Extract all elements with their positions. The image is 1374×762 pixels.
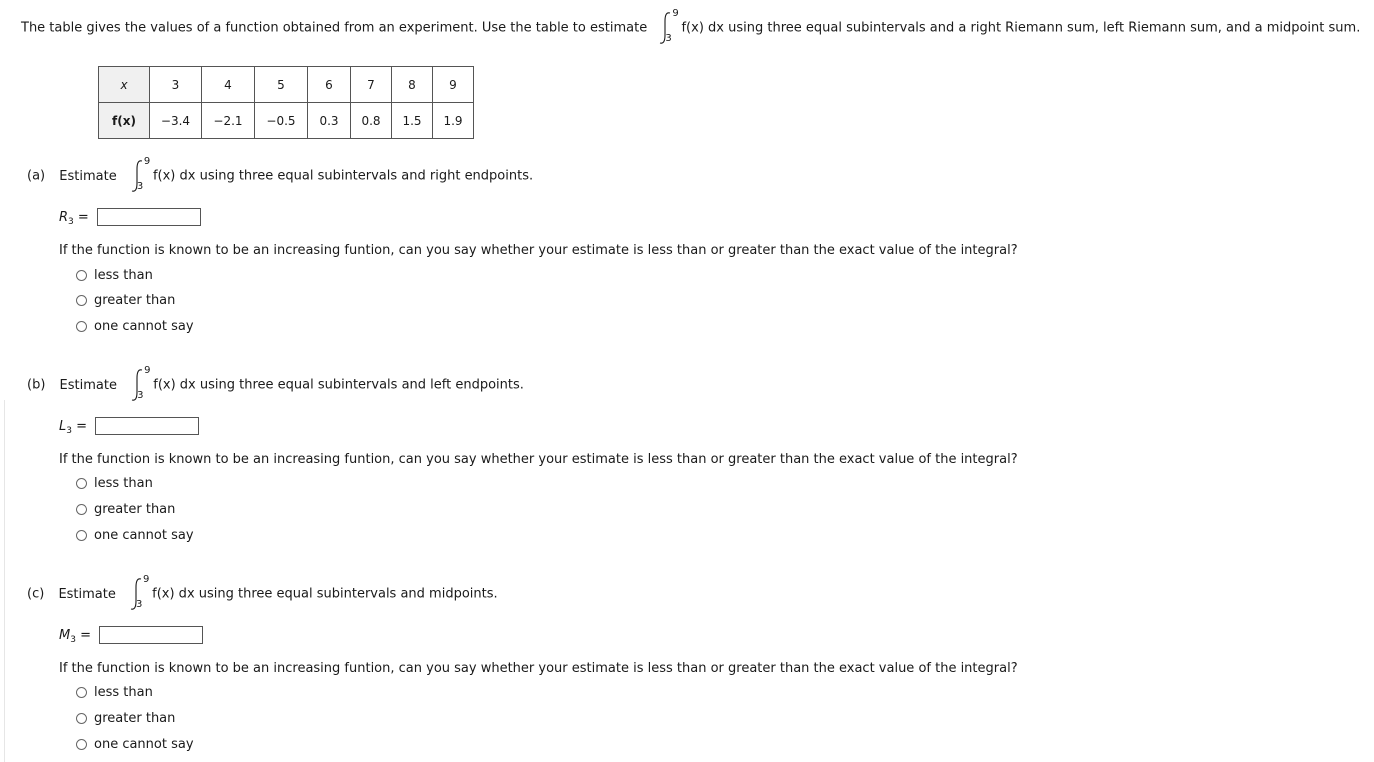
prompt-text-after: f(x) dx using three equal subintervals and a right Riemann sum, left Riemann sum, and a midpoint sum. (681, 20, 1361, 36)
radio-option-one-cannot-say[interactable] (76, 319, 194, 334)
radio-label: less than (94, 476, 153, 491)
integral-lower-limit: 3 (665, 33, 672, 44)
r3-label (59, 210, 89, 225)
m3-answer-input[interactable] (99, 626, 203, 644)
x-cell: 5 (255, 67, 308, 103)
fx-cell: 1.5 (392, 103, 433, 139)
radio-option-one-cannot-say[interactable] (76, 737, 194, 752)
integral-lower-limit: 3 (137, 390, 144, 401)
radio-button[interactable] (76, 713, 87, 724)
fx-cell: 1.9 (433, 103, 474, 139)
radio-label: greater than (94, 293, 176, 308)
x-cell: 6 (308, 67, 351, 103)
fx-cell: −2.1 (202, 103, 255, 139)
problem-prompt (21, 8, 1361, 45)
part-letter: (c) (27, 586, 45, 602)
radio-option-less-than[interactable] (76, 268, 153, 283)
radio-label: less than (94, 685, 153, 700)
var-subscript: 3 (70, 635, 76, 645)
radio-label: less than (94, 268, 153, 283)
x-cell: 7 (351, 67, 392, 103)
part-b-heading (27, 365, 524, 402)
part-letter: (a) (27, 168, 46, 184)
part-c-heading (27, 574, 498, 611)
x-cell: 3 (150, 67, 202, 103)
x-header: x (99, 67, 150, 103)
radio-label: greater than (94, 502, 176, 517)
table-row-fx (99, 103, 474, 139)
l3-label (59, 419, 87, 434)
x-cell: 8 (392, 67, 433, 103)
part-letter: (b) (27, 377, 46, 393)
prompt-text-before: The table gives the values of a function obtained from an experiment. Use the table to estimate (21, 20, 648, 36)
integral-upper-limit: 9 (143, 574, 150, 585)
equals-sign: = (80, 628, 91, 643)
radio-button[interactable] (76, 504, 87, 515)
integral-symbol (655, 8, 679, 45)
radio-label: greater than (94, 711, 176, 726)
equals-sign: = (77, 210, 89, 225)
var-letter: M (59, 628, 71, 643)
integral-upper-limit: 9 (144, 365, 151, 376)
var-subscript: 3 (68, 217, 74, 227)
values-table (98, 66, 474, 139)
estimate-label: Estimate (59, 377, 117, 393)
radio-option-one-cannot-say[interactable] (76, 528, 194, 543)
radio-option-less-than[interactable] (76, 685, 153, 700)
integral-upper-limit: 9 (143, 156, 151, 167)
part-description: f(x) dx using three equal subintervals and midpoints. (152, 586, 498, 602)
radio-option-less-than[interactable] (76, 476, 153, 491)
radio-button[interactable] (76, 295, 87, 306)
integral-upper-limit: 9 (672, 8, 679, 19)
r3-answer-input[interactable] (97, 208, 201, 226)
part-a-question: If the function is known to be an increasing funtion, can you say whether your estimate is less than or greater than the exact value of the integral? (59, 243, 1018, 258)
table-row-x (99, 67, 474, 103)
radio-button[interactable] (76, 739, 87, 750)
radio-button[interactable] (76, 478, 87, 489)
x-cell: 9 (433, 67, 474, 103)
fx-cell: −0.5 (255, 103, 308, 139)
estimate-label: Estimate (58, 586, 116, 602)
m3-label (59, 628, 91, 643)
part-description: f(x) dx using three equal subintervals and left endpoints. (153, 377, 524, 393)
integral-lower-limit: 3 (136, 599, 143, 610)
part-b-question: If the function is known to be an increasing funtion, can you say whether your estimate is less than or greater than the exact value of the integral? (59, 452, 1018, 467)
radio-label: one cannot say (94, 528, 194, 543)
fx-cell: 0.3 (308, 103, 351, 139)
radio-button[interactable] (76, 270, 87, 281)
radio-option-greater-than[interactable] (76, 711, 175, 726)
part-c-question: If the function is known to be an increasing funtion, can you say whether your estimate is less than or greater than the exact value of the integral? (59, 661, 1018, 676)
integral-symbol (127, 365, 151, 402)
var-letter: R (59, 210, 69, 225)
fx-header: f(x) (99, 103, 150, 139)
integral-symbol (127, 156, 151, 193)
var-subscript: 3 (66, 426, 72, 436)
radio-button[interactable] (76, 530, 87, 541)
part-a-heading (27, 156, 534, 193)
l3-answer-input[interactable] (95, 417, 199, 435)
radio-option-greater-than[interactable] (76, 293, 175, 308)
fx-cell: 0.8 (351, 103, 392, 139)
radio-label: one cannot say (94, 319, 194, 334)
var-letter: L (59, 419, 67, 434)
integral-lower-limit: 3 (136, 181, 144, 192)
radio-label: one cannot say (94, 737, 194, 752)
estimate-label: Estimate (59, 168, 117, 184)
fx-cell: −3.4 (150, 103, 202, 139)
left-margin-line (4, 400, 5, 762)
radio-button[interactable] (76, 321, 87, 332)
x-cell: 4 (202, 67, 255, 103)
equals-sign: = (76, 419, 88, 434)
part-description: f(x) dx using three equal subintervals and right endpoints. (152, 168, 534, 184)
integral-symbol (126, 574, 150, 611)
radio-option-greater-than[interactable] (76, 502, 175, 517)
radio-button[interactable] (76, 687, 87, 698)
